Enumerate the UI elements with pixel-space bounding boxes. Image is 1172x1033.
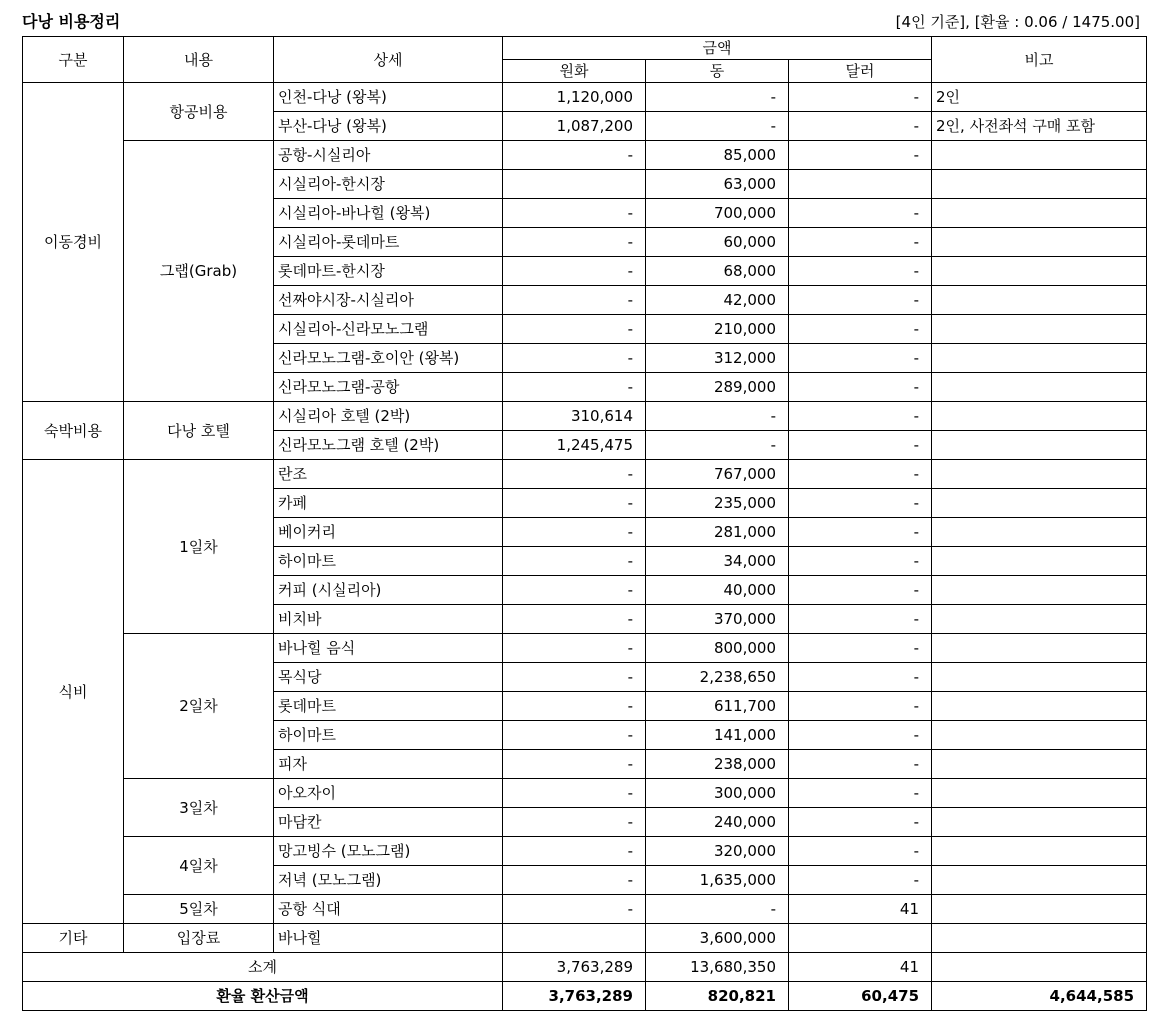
vnd-cell: 767,000 <box>646 460 789 489</box>
expense-rows <box>23 83 1147 1011</box>
detail-cell: 시실리아-바나힐 (왕복) <box>274 199 503 228</box>
usd-cell: - <box>789 576 932 605</box>
detail-cell: 하이마트 <box>274 547 503 576</box>
krw-cell: 310,614 <box>503 402 646 431</box>
content-cell: 3일차 <box>124 779 274 837</box>
krw-cell: - <box>503 663 646 692</box>
remark-cell <box>932 924 1147 953</box>
remark-cell <box>932 866 1147 895</box>
remark-cell <box>932 286 1147 315</box>
table-row <box>23 460 1147 489</box>
detail-cell: 바나힐 <box>274 924 503 953</box>
usd-cell: - <box>789 837 932 866</box>
detail-cell: 비치바 <box>274 605 503 634</box>
category-cell: 이동경비 <box>23 83 124 402</box>
usd-cell: - <box>789 808 932 837</box>
expense-table <box>22 36 1147 1011</box>
total-usd: 60,475 <box>789 982 932 1011</box>
vnd-cell: 300,000 <box>646 779 789 808</box>
content-cell: 5일차 <box>124 895 274 924</box>
usd-cell: - <box>789 431 932 460</box>
vnd-cell: 1,635,000 <box>646 866 789 895</box>
vnd-cell: - <box>646 895 789 924</box>
vnd-cell: 68,000 <box>646 257 789 286</box>
vnd-cell: 611,700 <box>646 692 789 721</box>
remark-cell <box>932 721 1147 750</box>
remark-cell <box>932 518 1147 547</box>
vnd-cell: 370,000 <box>646 605 789 634</box>
detail-cell: 롯데마트 <box>274 692 503 721</box>
vnd-cell: 2,238,650 <box>646 663 789 692</box>
detail-cell: 베이커리 <box>274 518 503 547</box>
total-label: 환율 환산금액 <box>23 982 503 1011</box>
usd-cell: - <box>789 315 932 344</box>
content-cell: 다낭 호텔 <box>124 402 274 460</box>
detail-cell: 망고빙수 (모노그램) <box>274 837 503 866</box>
detail-cell: 커피 (시실리아) <box>274 576 503 605</box>
krw-cell: - <box>503 837 646 866</box>
krw-cell: - <box>503 808 646 837</box>
usd-cell: - <box>789 489 932 518</box>
remark-cell <box>932 141 1147 170</box>
krw-cell: 1,120,000 <box>503 83 646 112</box>
subtotal-krw: 3,763,289 <box>503 953 646 982</box>
subtotal-row <box>23 953 1147 982</box>
vnd-cell: 281,000 <box>646 518 789 547</box>
krw-cell: - <box>503 518 646 547</box>
usd-cell: - <box>789 547 932 576</box>
table-row <box>23 141 1147 170</box>
remark-cell <box>932 460 1147 489</box>
usd-cell: - <box>789 228 932 257</box>
content-cell: 항공비용 <box>124 83 274 141</box>
usd-cell: - <box>789 518 932 547</box>
remark-cell <box>932 199 1147 228</box>
content-cell: 그랩(Grab) <box>124 141 274 402</box>
usd-cell: - <box>789 750 932 779</box>
vnd-cell: 289,000 <box>646 373 789 402</box>
vnd-cell: 3,600,000 <box>646 924 789 953</box>
usd-cell: - <box>789 866 932 895</box>
remark-cell <box>932 257 1147 286</box>
table-row <box>23 634 1147 663</box>
table-row <box>23 837 1147 866</box>
usd-cell: - <box>789 402 932 431</box>
krw-cell: - <box>503 750 646 779</box>
vnd-cell: 85,000 <box>646 141 789 170</box>
krw-cell: - <box>503 721 646 750</box>
remark-cell <box>932 895 1147 924</box>
vnd-cell: - <box>646 112 789 141</box>
usd-cell: - <box>789 199 932 228</box>
detail-cell: 란조 <box>274 460 503 489</box>
detail-cell: 아오자이 <box>274 779 503 808</box>
vnd-cell: 312,000 <box>646 344 789 373</box>
krw-cell: - <box>503 866 646 895</box>
remark-cell <box>932 634 1147 663</box>
krw-cell: 1,087,200 <box>503 112 646 141</box>
usd-cell <box>789 170 932 199</box>
usd-cell: - <box>789 634 932 663</box>
header-content: 내용 <box>124 37 274 83</box>
remark-cell <box>932 576 1147 605</box>
krw-cell: - <box>503 576 646 605</box>
detail-cell: 선짜야시장-시실리아 <box>274 286 503 315</box>
detail-cell: 피자 <box>274 750 503 779</box>
category-cell: 기타 <box>23 924 124 953</box>
remark-cell <box>932 402 1147 431</box>
krw-cell: - <box>503 373 646 402</box>
detail-cell: 시실리아-한시장 <box>274 170 503 199</box>
usd-cell: - <box>789 344 932 373</box>
detail-cell: 공항 식대 <box>274 895 503 924</box>
detail-cell: 신라모노그램 호텔 (2박) <box>274 431 503 460</box>
detail-cell: 하이마트 <box>274 721 503 750</box>
krw-cell: - <box>503 779 646 808</box>
subtotal-usd: 41 <box>789 953 932 982</box>
detail-cell: 롯데마트-한시장 <box>274 257 503 286</box>
usd-cell: - <box>789 460 932 489</box>
krw-cell: - <box>503 489 646 518</box>
krw-cell: - <box>503 286 646 315</box>
krw-cell: 1,245,475 <box>503 431 646 460</box>
vnd-cell: 60,000 <box>646 228 789 257</box>
header-usd: 달러 <box>789 60 932 83</box>
vnd-cell: 235,000 <box>646 489 789 518</box>
usd-cell: - <box>789 692 932 721</box>
krw-cell: - <box>503 257 646 286</box>
vnd-cell: 42,000 <box>646 286 789 315</box>
content-cell: 1일차 <box>124 460 274 634</box>
krw-cell: - <box>503 228 646 257</box>
remark-cell <box>932 663 1147 692</box>
remark-cell: 2인 <box>932 83 1147 112</box>
remark-cell: 2인, 사전좌석 구매 포함 <box>932 112 1147 141</box>
remark-cell <box>932 489 1147 518</box>
header-amount: 금액 <box>503 37 932 60</box>
remark-cell <box>932 170 1147 199</box>
subtotal-vnd: 13,680,350 <box>646 953 789 982</box>
total-krw: 3,763,289 <box>503 982 646 1011</box>
remark-cell <box>932 750 1147 779</box>
krw-cell <box>503 924 646 953</box>
usd-cell: - <box>789 779 932 808</box>
vnd-cell: 700,000 <box>646 199 789 228</box>
content-cell: 4일차 <box>124 837 274 895</box>
remark-cell <box>932 692 1147 721</box>
usd-cell: 41 <box>789 895 932 924</box>
remark-cell <box>932 431 1147 460</box>
usd-cell: - <box>789 663 932 692</box>
vnd-cell: 238,000 <box>646 750 789 779</box>
vnd-cell: - <box>646 431 789 460</box>
header-detail: 상세 <box>274 37 503 83</box>
sheet-title: 다낭 비용정리 <box>22 12 121 31</box>
table-row <box>23 924 1147 953</box>
vnd-cell: 34,000 <box>646 547 789 576</box>
krw-cell: - <box>503 460 646 489</box>
remark-cell <box>932 808 1147 837</box>
detail-cell: 시실리아-신라모노그램 <box>274 315 503 344</box>
usd-cell <box>789 924 932 953</box>
remark-cell <box>932 837 1147 866</box>
vnd-cell: 800,000 <box>646 634 789 663</box>
usd-cell: - <box>789 112 932 141</box>
krw-cell: - <box>503 315 646 344</box>
remark-cell <box>932 605 1147 634</box>
usd-cell: - <box>789 286 932 315</box>
krw-cell: - <box>503 605 646 634</box>
usd-cell: - <box>789 257 932 286</box>
vnd-cell: 40,000 <box>646 576 789 605</box>
vnd-cell: 141,000 <box>646 721 789 750</box>
category-cell: 식비 <box>23 460 124 924</box>
category-cell: 숙박비용 <box>23 402 124 460</box>
krw-cell: - <box>503 547 646 576</box>
vnd-cell: 240,000 <box>646 808 789 837</box>
total-row <box>23 982 1147 1011</box>
remark-cell <box>932 547 1147 576</box>
detail-cell: 공항-시실리아 <box>274 141 503 170</box>
krw-cell: - <box>503 692 646 721</box>
vnd-cell: - <box>646 402 789 431</box>
detail-cell: 카페 <box>274 489 503 518</box>
krw-cell: - <box>503 141 646 170</box>
remark-cell <box>932 315 1147 344</box>
krw-cell: - <box>503 895 646 924</box>
table-row <box>23 779 1147 808</box>
content-cell: 2일차 <box>124 634 274 779</box>
krw-cell: - <box>503 634 646 663</box>
vnd-cell: - <box>646 83 789 112</box>
total-vnd: 820,821 <box>646 982 789 1011</box>
detail-cell: 목식당 <box>274 663 503 692</box>
header-krw: 원화 <box>503 60 646 83</box>
usd-cell: - <box>789 721 932 750</box>
detail-cell: 부산-다낭 (왕복) <box>274 112 503 141</box>
usd-cell: - <box>789 605 932 634</box>
usd-cell: - <box>789 141 932 170</box>
header-remark: 비고 <box>932 37 1147 83</box>
detail-cell: 신라모노그램-공항 <box>274 373 503 402</box>
usd-cell: - <box>789 83 932 112</box>
table-row <box>23 895 1147 924</box>
detail-cell: 마담칸 <box>274 808 503 837</box>
exchange-rate-note: [4인 기준], [환율 : 0.06 / 1475.00] <box>895 13 1140 31</box>
remark-cell <box>932 779 1147 808</box>
remark-cell <box>932 344 1147 373</box>
detail-cell: 바나힐 음식 <box>274 634 503 663</box>
detail-cell: 시실리아-롯데마트 <box>274 228 503 257</box>
remark-cell <box>932 373 1147 402</box>
detail-cell: 인천-다낭 (왕복) <box>274 83 503 112</box>
krw-cell: - <box>503 344 646 373</box>
total-remark: 4,644,585 <box>932 982 1147 1011</box>
vnd-cell: 210,000 <box>646 315 789 344</box>
detail-cell: 저녁 (모노그램) <box>274 866 503 895</box>
krw-cell: - <box>503 199 646 228</box>
header-vnd: 동 <box>646 60 789 83</box>
subtotal-label: 소계 <box>23 953 503 982</box>
header-category: 구분 <box>23 37 124 83</box>
remark-cell <box>932 228 1147 257</box>
content-cell: 입장료 <box>124 924 274 953</box>
krw-cell <box>503 170 646 199</box>
table-row <box>23 402 1147 431</box>
subtotal-remark <box>932 953 1147 982</box>
vnd-cell: 320,000 <box>646 837 789 866</box>
detail-cell: 신라모노그램-호이안 (왕복) <box>274 344 503 373</box>
vnd-cell: 63,000 <box>646 170 789 199</box>
detail-cell: 시실리아 호텔 (2박) <box>274 402 503 431</box>
table-row <box>23 83 1147 112</box>
usd-cell: - <box>789 373 932 402</box>
